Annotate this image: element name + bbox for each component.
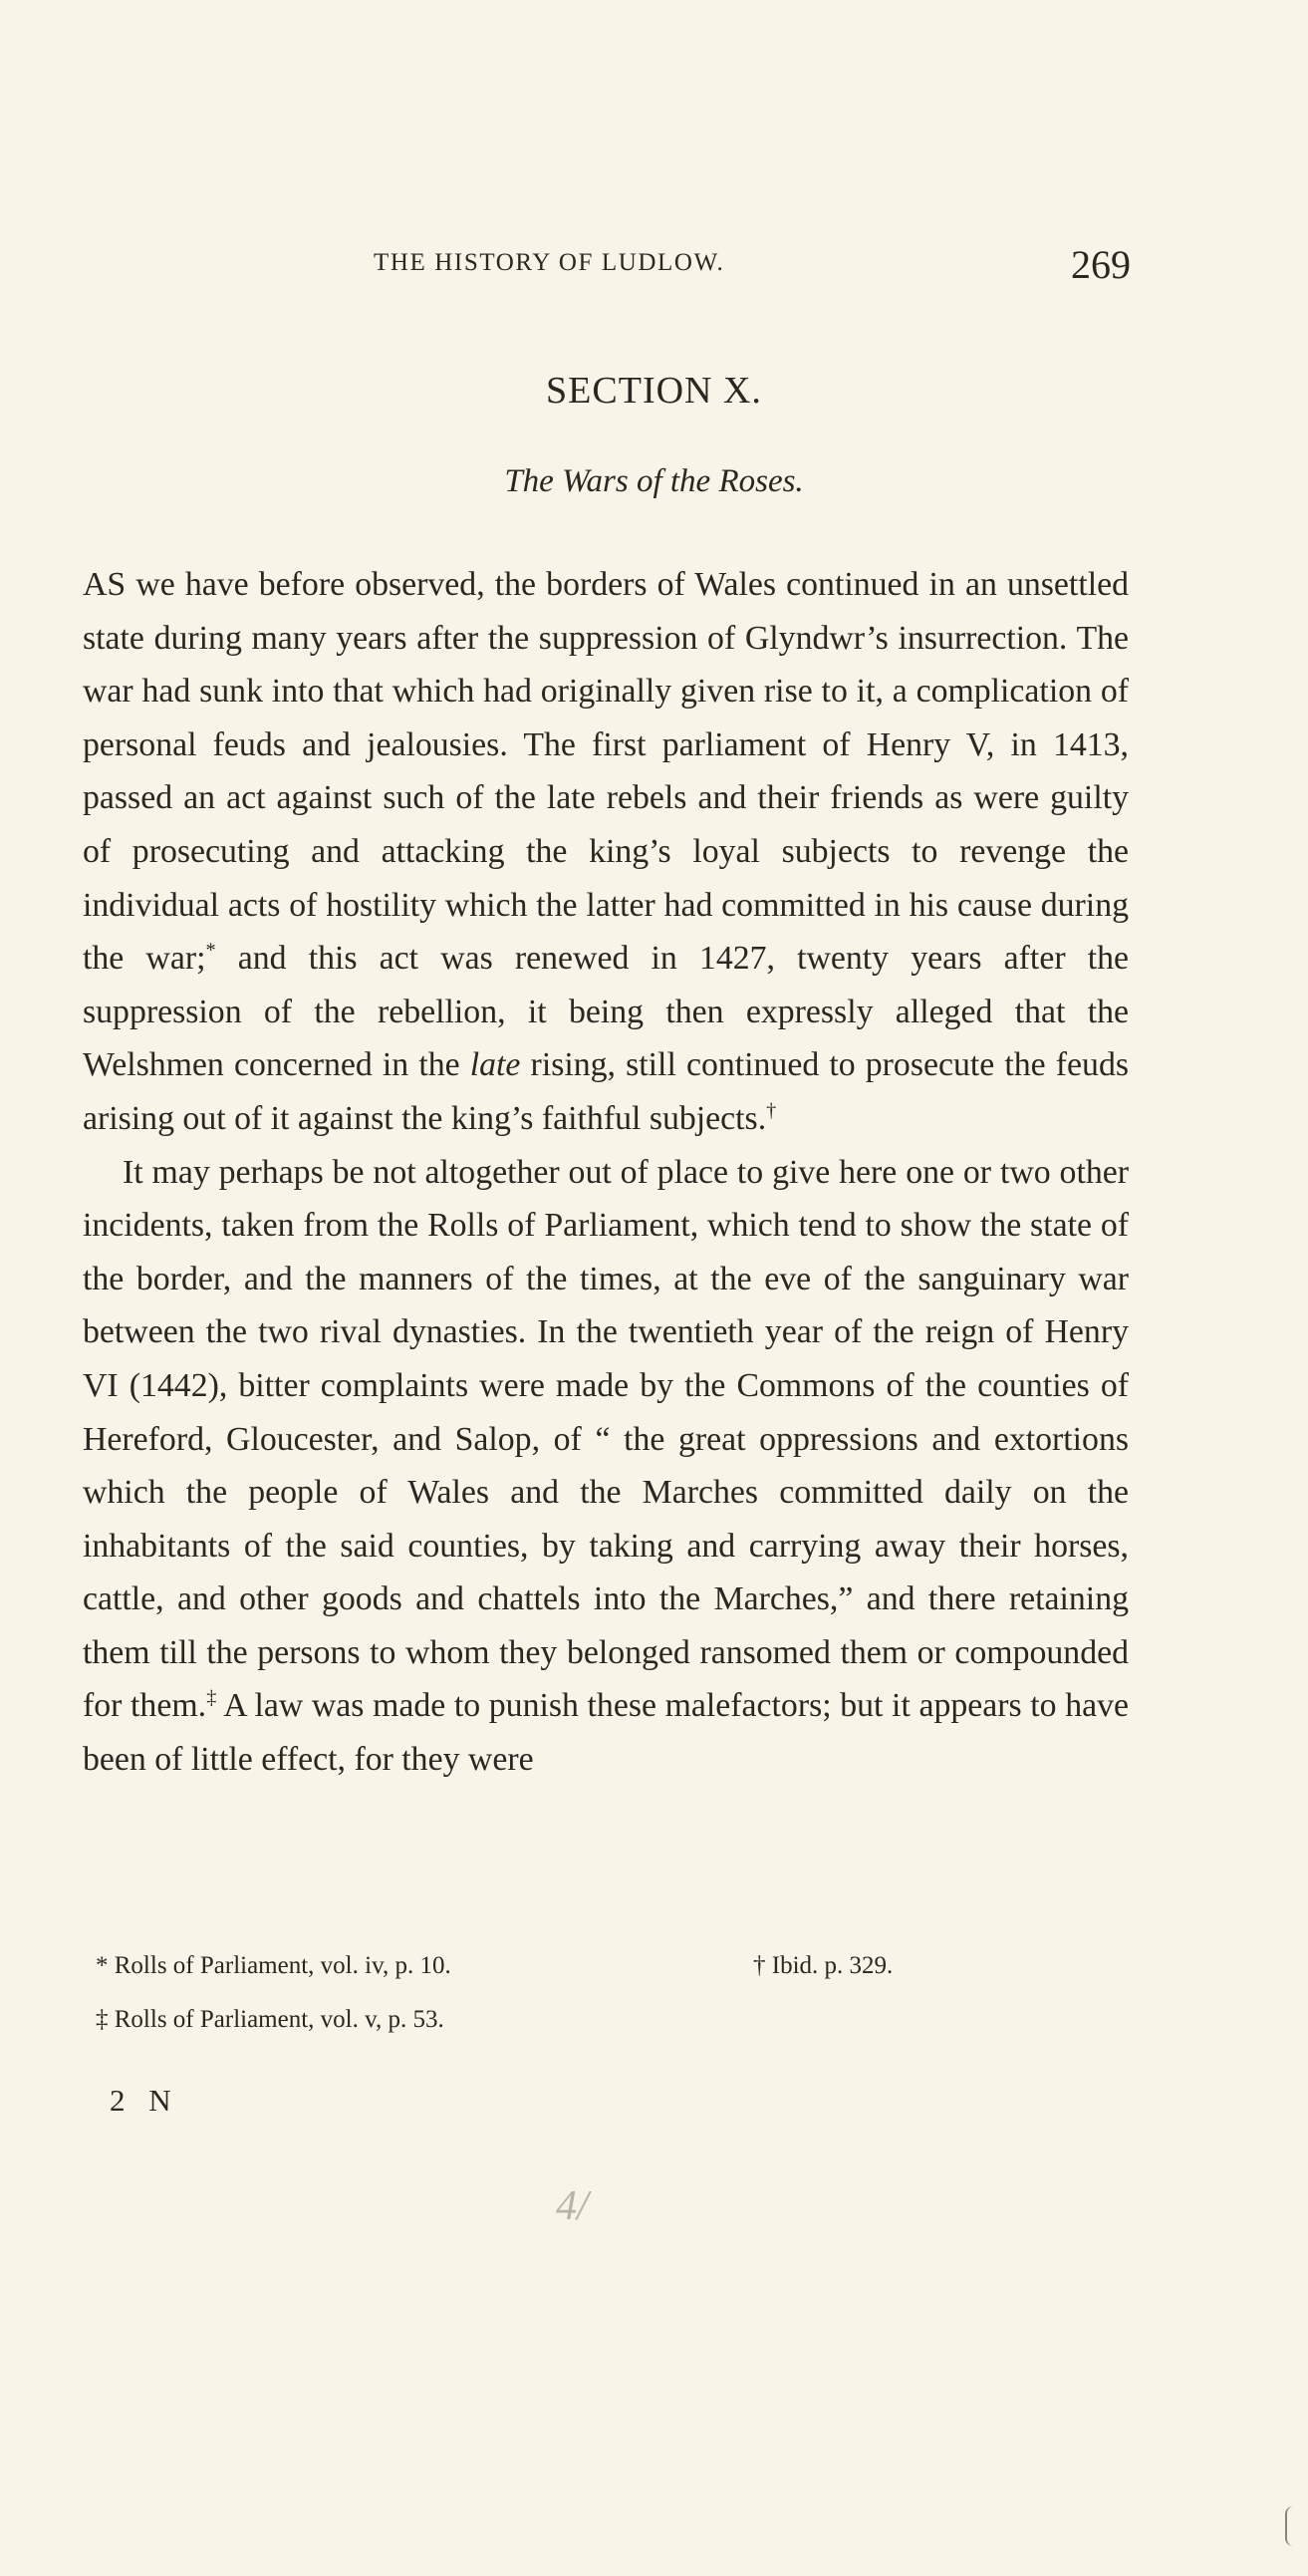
footnote-3: ‡ Rolls of Parliament, vol. v, p. 53. <box>96 2006 444 2033</box>
section-title: SECTION X. <box>546 370 762 412</box>
footnote-1: * Rolls of Parliament, vol. iv, p. 10. <box>96 1952 451 1979</box>
footnotes <box>96 1939 1122 2047</box>
page-number: 269 <box>1071 242 1131 287</box>
paragraph-2 <box>83 1146 1129 1787</box>
footnote-ref-1: * <box>205 939 216 962</box>
section-subtitle: The Wars of the Roses. <box>504 463 804 499</box>
paragraph-lead: AS <box>83 566 127 603</box>
paragraph-1-italic: late <box>469 1046 521 1084</box>
running-head <box>374 243 1131 293</box>
paragraph-2-part-a: It may perhaps be not altogether out of place to give here one or two other incidents, taken from the Rolls of Parliament, which tend to show the state of the border, and the manners of the times, at the eve of the sanguinary war between the two rival dynasties. In the twentieth year of the reign of Henry VI (1442), bitter complaints were made by the Commons of the counties of Hereford, Gloucester, and Salop, of “ the great oppressions and extortions which the people of Wales and the Marches committed daily on the inhabitants of the said counties, by taking and carrying away their horses, cattle, and other goods and chattels into the Marches,” and there retaining them till the persons to whom they belonged ransomed them or compounded for them. <box>83 1153 1129 1725</box>
footnote-ref-2: † <box>766 1099 777 1122</box>
body-text <box>83 558 1129 1787</box>
pencil-annotation: 4/ <box>556 2183 589 2229</box>
footnote-2: † Ibid. p. 329. <box>753 1952 894 1979</box>
paragraph-1-part-c: rising, still continued to prosecute the feuds arising out of it against the king’s faithful subjects. <box>83 1046 1129 1137</box>
paragraph-2-part-b: A law was made to punish these malefactors; but it appears to have been of little effect, for they were <box>83 1687 1129 1779</box>
paragraph-1-part-a: we have before observed, the borders of Wales continued in an unsettled state during many years after the suppression of Glyndwr’s insurrection. The war had sunk into that which had originally given rise to it, a complication of personal feuds and jealousies. The first parliament of Henry V, in 1413, passed an act against such of the late rebels and their friends as were guilty of prosecuting and attacking the king’s loyal subjects to revenge the individual acts of hostility which the latter had committed in his cause during the war; <box>83 566 1129 978</box>
signature-mark: 2 N <box>110 2083 179 2118</box>
footnote-row-2 <box>96 1993 1122 2047</box>
footnote-ref-3: ‡ <box>206 1687 217 1710</box>
running-title: THE HISTORY OF LUDLOW. <box>374 249 725 276</box>
paragraph-1-part-b: and this act was renewed in 1427, twenty years after the suppression of the rebellion, it being then expressly alleged that the Welshmen concerned in the <box>83 940 1129 1084</box>
footnote-row-1 <box>96 1939 1122 1993</box>
paragraph-1 <box>83 558 1129 1146</box>
margin-bracket-mark <box>1285 2506 1297 2546</box>
